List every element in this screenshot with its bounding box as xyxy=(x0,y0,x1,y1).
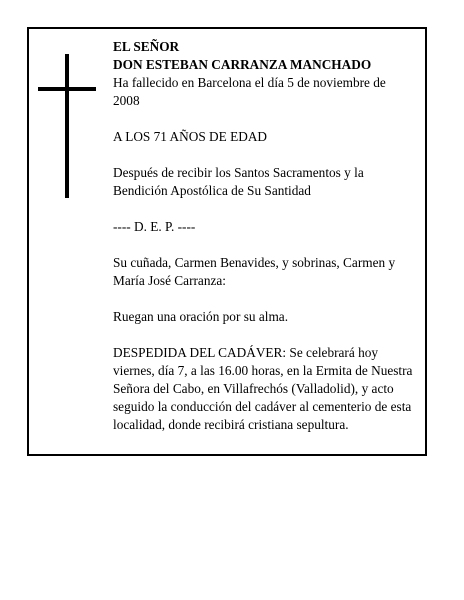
prayer-request: Ruegan una oración por su alma. xyxy=(113,309,289,324)
cross-vertical-bar xyxy=(65,54,69,198)
farewell-statement: DESPEDIDA DEL CADÁVER: Se celebrará hoy viernes, día 7, a las 16.00 horas, en la Ermita de Nuestra Señora del Cabo, en Villafrechós (Valladolid), y acto seguido la conducción del cadáver al cementerio de esta localidad, donde recibirá cristiana sepultura. xyxy=(113,345,413,432)
death-statement: Ha fallecido en Barcelona el día 5 de noviembre de 2008 xyxy=(113,75,386,108)
cross-horizontal-bar xyxy=(38,87,96,91)
sacraments-statement: Después de recibir los Santos Sacramentos y la Bendición Apostólica de Su Santidad xyxy=(113,165,364,198)
rip-line: ---- D. E. P. ---- xyxy=(113,219,196,234)
deceased-name: DON ESTEBAN CARRANZA MANCHADO xyxy=(113,57,372,72)
honorific: EL SEÑOR xyxy=(113,39,180,54)
cross-icon xyxy=(38,54,96,198)
age-statement: A LOS 71 AÑOS DE EDAD xyxy=(113,129,268,144)
obituary-text xyxy=(113,38,413,434)
family-statement: Su cuñada, Carmen Benavides, y sobrinas, Carmen y María José Carranza: xyxy=(113,255,396,288)
